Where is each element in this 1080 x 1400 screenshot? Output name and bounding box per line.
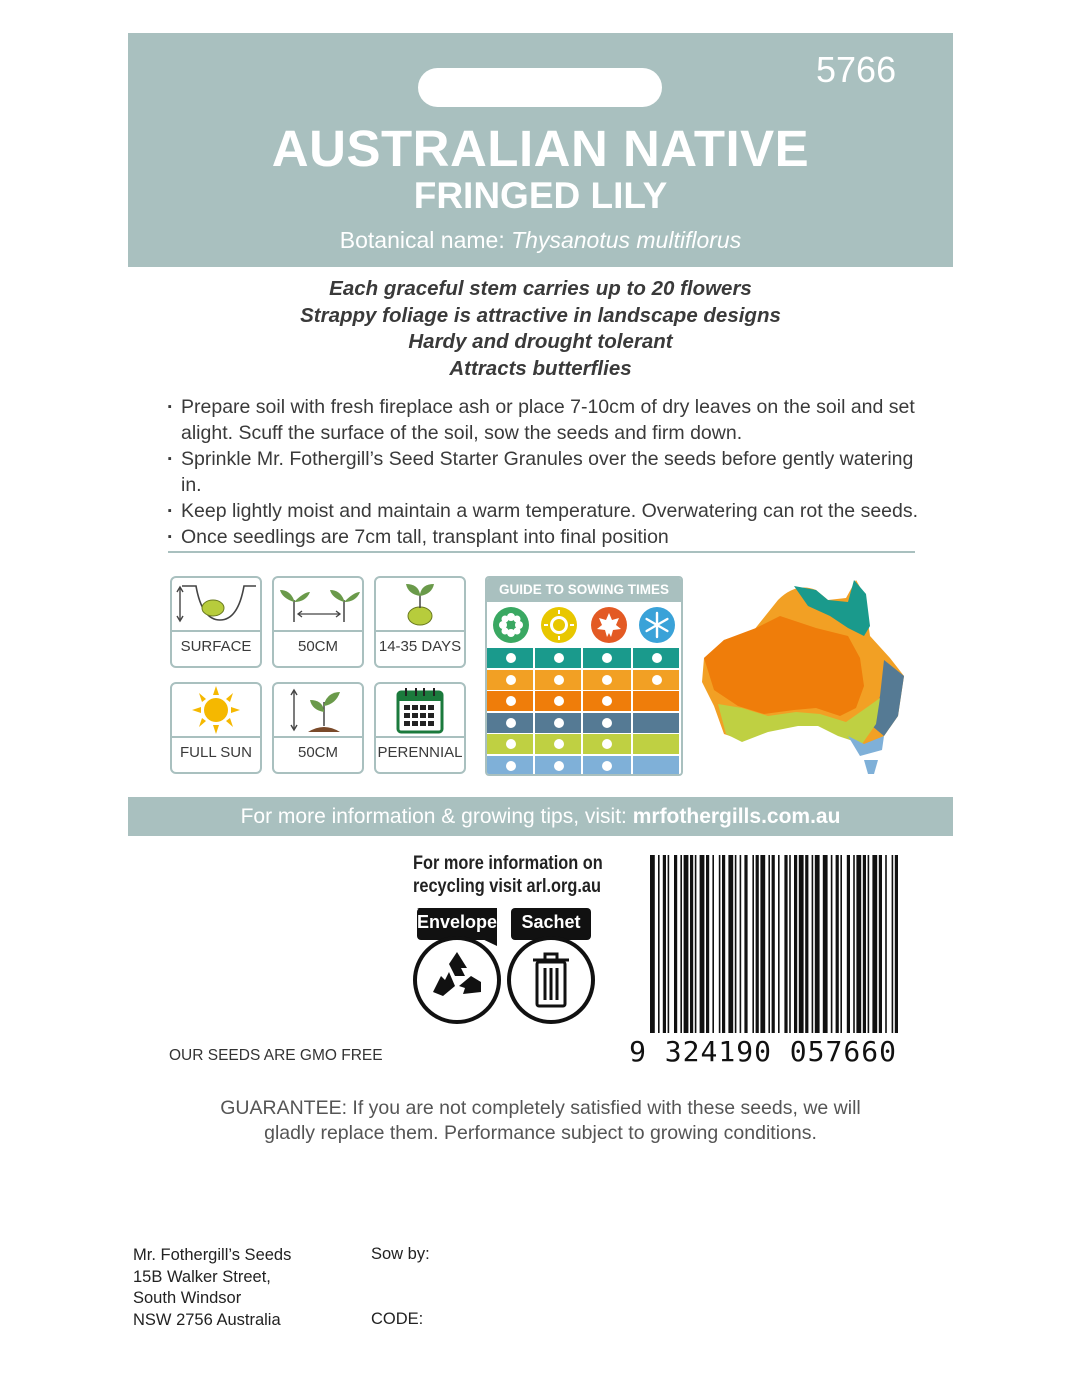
sun-label: FULL SUN xyxy=(180,744,252,761)
instruction-item: · Sprinkle Mr. Fothergill’s Seed Starter Granules over the seeds before gently watering in. xyxy=(165,446,925,498)
barcode-bar xyxy=(663,855,666,1033)
sow-by-label: Sow by: xyxy=(371,1245,430,1263)
zone-cell xyxy=(535,670,583,690)
feature-item: Hardy and drought tolerant xyxy=(408,330,673,353)
zone-cell xyxy=(487,670,535,690)
botanical-name xyxy=(128,227,953,254)
zone-cell xyxy=(535,713,583,733)
zone-cell xyxy=(583,756,633,776)
seedling-icon xyxy=(376,578,464,632)
spacing-tile xyxy=(272,576,364,668)
zone-cell xyxy=(535,648,583,668)
zone-row xyxy=(487,734,681,754)
guarantee xyxy=(128,1096,953,1146)
barcode-bar xyxy=(695,855,697,1033)
recycling-line-1: For more information on xyxy=(413,853,603,874)
sun-icon xyxy=(172,684,260,738)
zone-cell xyxy=(633,756,681,776)
sow-dot xyxy=(506,653,516,663)
barcode-bar xyxy=(868,855,870,1033)
zone-row xyxy=(487,713,681,733)
sachet-trash-badge xyxy=(505,906,597,1024)
barcode-bar xyxy=(815,855,820,1033)
sow-dot xyxy=(554,653,564,663)
feature-item: Attracts butterflies xyxy=(449,356,632,380)
barcode-bars xyxy=(646,855,904,1033)
sow-dot xyxy=(554,718,564,728)
botanical-species: Thysanotus multiflorus xyxy=(511,227,742,253)
sowing-instructions xyxy=(165,394,925,550)
sow-dot xyxy=(554,696,564,706)
barcode-bar xyxy=(892,855,894,1033)
germination-tile xyxy=(374,576,466,668)
divider xyxy=(168,551,915,553)
barcode-bar xyxy=(712,855,714,1033)
sow-dot xyxy=(506,761,516,771)
summer-icon xyxy=(541,607,577,643)
company-address xyxy=(133,1245,291,1331)
seed-depth-icon xyxy=(172,578,260,632)
barcode-bar xyxy=(760,855,765,1033)
sow-dot xyxy=(652,675,662,685)
barcode-bar xyxy=(840,855,842,1033)
barcode-bar xyxy=(853,855,855,1033)
address-line: NSW 2756 Australia xyxy=(133,1310,281,1329)
zone-cell xyxy=(535,756,583,776)
barcode-bar xyxy=(728,855,733,1033)
sow-dot xyxy=(506,696,516,706)
sun-tile xyxy=(170,682,262,774)
barcode-bar xyxy=(752,855,754,1033)
zone-cell xyxy=(633,670,681,690)
sow-dot xyxy=(554,761,564,771)
title-line-2: FRINGED LILY xyxy=(413,175,668,216)
product-code: 5766 xyxy=(816,49,897,90)
feature-item: Each graceful stem carries up to 20 flowers xyxy=(329,277,752,300)
barcode-bar xyxy=(831,855,833,1033)
zone-cell xyxy=(633,734,681,754)
barcode-bar xyxy=(805,855,808,1033)
instruction-item: · Keep lightly moist and maintain a warm temperature. Overwatering can rot the seeds. xyxy=(165,498,925,524)
lifecycle-label: PERENNIAL xyxy=(377,744,463,761)
barcode-bar xyxy=(740,855,742,1033)
barcode-bar xyxy=(778,855,780,1033)
zone-cell xyxy=(487,734,535,754)
address-line: Mr. Fothergill’s Seeds xyxy=(133,1246,292,1264)
sow-dot xyxy=(602,675,612,685)
zone-cell xyxy=(633,713,681,733)
barcode-bar xyxy=(706,855,709,1033)
height-label: 50CM xyxy=(297,744,338,761)
barcode-bar xyxy=(719,855,721,1033)
barcode-bar xyxy=(836,855,839,1033)
title-line-1: AUSTRALIAN NATIVE xyxy=(271,120,810,177)
info-band xyxy=(128,797,953,836)
gmo-free-text: OUR SEEDS ARE GMO FREE xyxy=(169,1047,383,1064)
spacing-label: 50CM xyxy=(297,638,338,655)
barcode-bar xyxy=(690,855,693,1033)
info-band-text: For more information & growing tips, visit: xyxy=(240,805,633,828)
barcode-bar xyxy=(735,855,737,1033)
instruction-item: · Prepare soil with fresh fireplace ash or place 7-10cm of dry leaves on the soil and set alight. Scuff the surface of the soil, sow the seeds and firm down. xyxy=(165,394,925,446)
zone-row xyxy=(487,691,681,711)
barcode-bar xyxy=(885,855,887,1033)
winter-icon xyxy=(639,607,675,643)
barcode-bar xyxy=(756,855,759,1033)
header-banner xyxy=(128,33,953,267)
recycling-line-2: recycling visit arl.org.au xyxy=(413,876,601,897)
depth-tile xyxy=(170,576,262,668)
sow-dot xyxy=(602,718,612,728)
guarantee-line-1: GUARANTEE: If you are not completely satisfied with these seeds, we will xyxy=(220,1097,861,1119)
feature-list xyxy=(128,276,953,382)
zone-cell xyxy=(583,648,633,668)
barcode-bar xyxy=(895,855,898,1033)
recycling-info xyxy=(413,852,603,898)
sow-dot xyxy=(506,718,516,728)
barcode-bar xyxy=(680,855,682,1033)
barcode-bar xyxy=(856,855,861,1033)
zone-cell xyxy=(487,648,535,668)
calendar-icon xyxy=(376,684,464,738)
zone-row xyxy=(487,648,681,668)
hang-hole xyxy=(418,68,662,107)
sow-dot xyxy=(602,761,612,771)
barcode-bar xyxy=(658,855,660,1033)
barcode-bar xyxy=(674,855,677,1033)
instruction-item: · Once seedlings are 7cm tall, transplant into final position xyxy=(165,524,925,550)
barcode-bar xyxy=(784,855,787,1033)
plant-height-icon xyxy=(274,684,362,738)
barcode-bar xyxy=(879,855,882,1033)
sachet-label: Sachet xyxy=(521,912,581,932)
barcode-bar xyxy=(823,855,828,1033)
sow-dot xyxy=(602,696,612,706)
zone-cell xyxy=(487,713,535,733)
barcode-bar xyxy=(684,855,689,1033)
sow-dot xyxy=(554,675,564,685)
sow-dot xyxy=(602,739,612,749)
sow-dot xyxy=(506,739,516,749)
sow-dot xyxy=(602,653,612,663)
address-line: 15B Walker Street, xyxy=(133,1267,271,1286)
depth-label: SURFACE xyxy=(180,638,252,655)
zone-cell xyxy=(535,734,583,754)
australia-zone-map xyxy=(698,576,918,780)
zone-cell xyxy=(487,691,535,711)
sow-dot xyxy=(554,739,564,749)
lifecycle-tile xyxy=(374,682,466,774)
barcode-bar xyxy=(794,855,797,1033)
autumn-icon xyxy=(591,607,627,643)
germination-label: 14-35 DAYS xyxy=(378,638,462,655)
envelope-recycle-badge xyxy=(411,906,503,1024)
zone-cell xyxy=(535,691,583,711)
zone-cell xyxy=(583,691,633,711)
barcode-bar xyxy=(650,855,655,1033)
spring-icon xyxy=(493,607,529,643)
feature-item: Strappy foliage is attractive in landscape designs xyxy=(300,303,781,327)
zone-cell xyxy=(583,713,633,733)
zone-cell xyxy=(633,691,681,711)
barcode-bar xyxy=(768,855,770,1033)
botanical-label: Botanical name: xyxy=(339,227,512,253)
zone-row xyxy=(487,670,681,690)
barcode-number: 9 324190 057660 xyxy=(629,1035,897,1068)
barcode-bar xyxy=(812,855,814,1033)
address-line: South Windsor xyxy=(133,1289,242,1307)
barcode-bar xyxy=(772,855,775,1033)
barcode-bar xyxy=(700,855,705,1033)
barcode-bar xyxy=(744,855,747,1033)
zone-cell xyxy=(633,648,681,668)
code-label: CODE: xyxy=(371,1310,424,1328)
sowing-guide xyxy=(485,576,683,776)
envelope-label: Envelope xyxy=(416,912,498,932)
barcode-bar xyxy=(722,855,725,1033)
height-tile xyxy=(272,682,364,774)
barcode-bar xyxy=(872,855,877,1033)
sow-dot xyxy=(506,675,516,685)
website-link[interactable]: mrfothergills.com.au xyxy=(632,805,841,828)
sowing-guide-title: GUIDE TO SOWING TIMES xyxy=(487,578,681,602)
plant-spacing-icon xyxy=(274,578,362,632)
guarantee-line-2: gladly replace them. Performance subject to growing conditions. xyxy=(264,1122,817,1144)
barcode xyxy=(629,855,904,1068)
zone-row xyxy=(487,756,681,776)
barcode-bar xyxy=(863,855,866,1033)
zone-cell xyxy=(487,756,535,776)
zone-cell xyxy=(583,670,633,690)
barcode-bar xyxy=(789,855,791,1033)
barcode-bar xyxy=(799,855,804,1033)
zone-cell xyxy=(583,734,633,754)
barcode-bar xyxy=(668,855,670,1033)
barcode-bar xyxy=(847,855,850,1033)
sow-dot xyxy=(652,653,662,663)
